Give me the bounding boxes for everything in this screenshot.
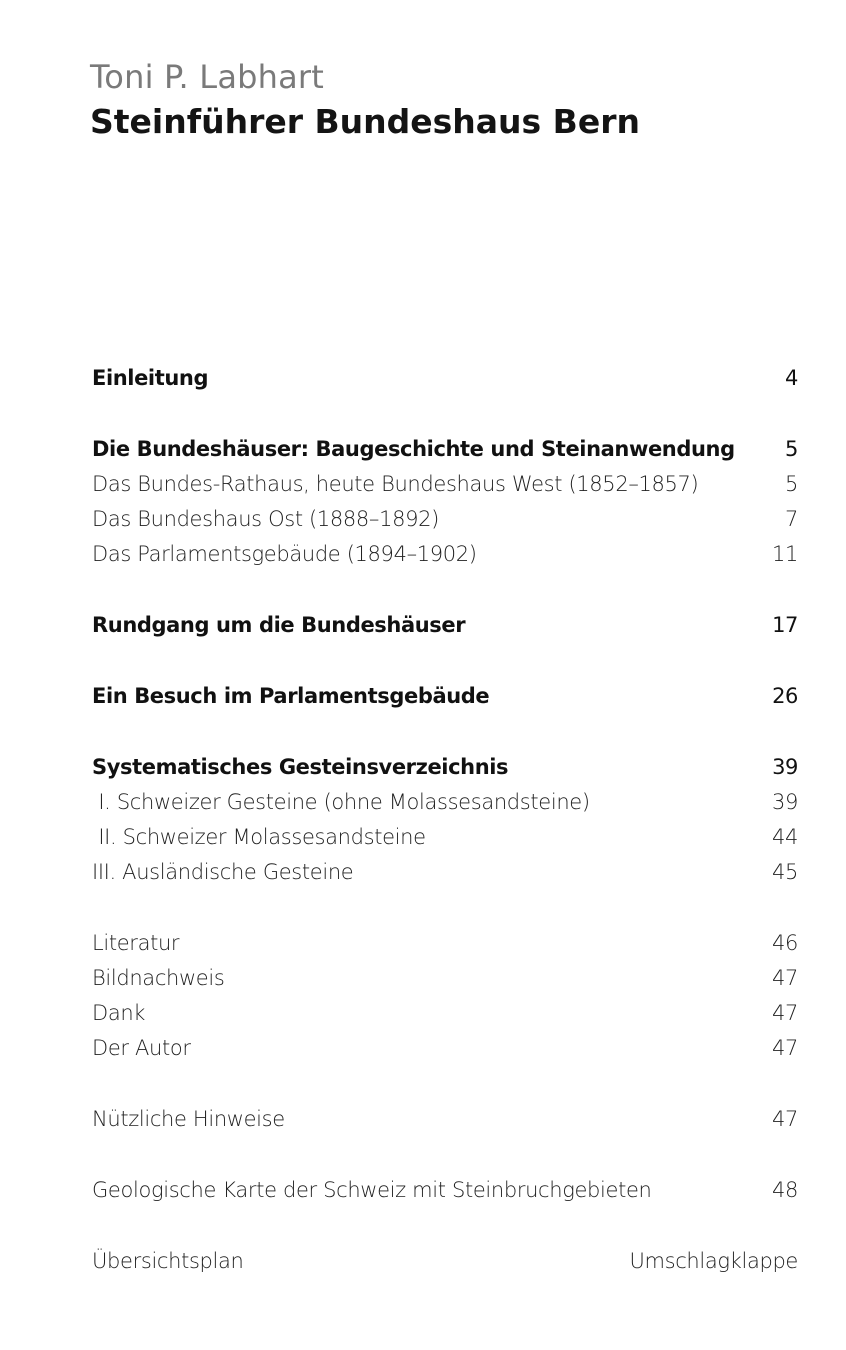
toc-page-number: 44 [771, 825, 798, 849]
toc-subentry[interactable] [92, 790, 798, 825]
toc-subentry[interactable] [92, 860, 798, 895]
toc-entry-literatur[interactable] [92, 931, 798, 966]
toc-page-number: 46 [771, 931, 798, 955]
toc-subentry[interactable] [92, 472, 798, 507]
toc-page-number: 5 [785, 437, 798, 461]
section-gap [92, 1213, 798, 1249]
toc-entry-label: Der Autor [92, 1036, 191, 1060]
toc-entry-dank[interactable] [92, 1001, 798, 1036]
toc-entry-label: Das Parlamentsgebäude (1894–1902) [92, 542, 477, 566]
toc-entry-einleitung[interactable] [92, 366, 798, 401]
toc-page-number: 11 [771, 542, 798, 566]
toc-entry-label: Systematisches Gesteinsverzeichnis [92, 755, 509, 779]
toc-entry-label: Rundgang um die Bundeshäuser [92, 613, 466, 637]
toc-entry-label: II. Schweizer Molassesandsteine [92, 825, 426, 849]
toc-entry-uebersicht[interactable] [92, 1249, 798, 1284]
toc-page-number: Umschlagklappe [629, 1249, 798, 1273]
toc-entry-label: Die Bundeshäuser: Baugeschichte und Steinanwendung [92, 437, 735, 461]
toc-entry-label: III. Ausländische Gesteine [92, 860, 354, 884]
toc-entry-label: Nützliche Hinweise [92, 1107, 285, 1131]
toc-entry-autor[interactable] [92, 1036, 798, 1071]
book-title: Steinführer Bundeshaus Bern [90, 102, 640, 141]
section-gap [92, 1071, 798, 1107]
section-gap [92, 719, 798, 755]
toc-entry-label: Das Bundes-Rathaus, heute Bundeshaus West (1852–1857) [92, 472, 699, 496]
toc-entry-gesteinsverzeichnis[interactable] [92, 755, 798, 790]
toc-entry-rundgang[interactable] [92, 613, 798, 648]
toc-entry-bundeshaeuser[interactable] [92, 437, 798, 472]
section-gap [92, 577, 798, 613]
toc-page-number: 45 [771, 860, 798, 884]
toc-page-number: 47 [771, 1107, 798, 1131]
toc-entry-label: Ein Besuch im Parlamentsgebäude [92, 684, 490, 708]
author-name: Toni P. Labhart [90, 58, 325, 96]
toc-page-number: 7 [784, 507, 798, 531]
toc-page-number: 39 [771, 790, 798, 814]
toc-page-number: 47 [771, 966, 798, 990]
toc-entry-label: Einleitung [92, 366, 209, 390]
toc-subentry[interactable] [92, 825, 798, 860]
toc-entry-label: Literatur [92, 931, 180, 955]
toc-entry-label: Bildnachweis [92, 966, 225, 990]
toc-entry-bildnachweis[interactable] [92, 966, 798, 1001]
toc-page-number: 5 [784, 472, 798, 496]
toc-entry-hinweise[interactable] [92, 1107, 798, 1142]
toc-entry-label: I. Schweizer Gesteine (ohne Molassesandsteine) [92, 790, 590, 814]
toc-entry-label: Dank [92, 1001, 146, 1025]
toc-entry-label: Übersichtsplan [92, 1249, 244, 1273]
table-of-contents [92, 366, 798, 1284]
toc-page-number: 48 [771, 1178, 798, 1202]
toc-entry-label: Geologische Karte der Schweiz mit Steinbruchgebieten [92, 1178, 652, 1202]
toc-entry-label: Das Bundeshaus Ost (1888–1892) [92, 507, 439, 531]
toc-page-number: 26 [772, 684, 798, 708]
toc-subentry[interactable] [92, 542, 798, 577]
toc-page-number: 47 [771, 1001, 798, 1025]
toc-page-number: 17 [772, 613, 798, 637]
toc-entry-besuch[interactable] [92, 684, 798, 719]
section-gap [92, 895, 798, 931]
toc-page-number: 39 [772, 755, 798, 779]
section-gap [92, 401, 798, 437]
toc-subentry[interactable] [92, 507, 798, 542]
toc-page-number: 47 [771, 1036, 798, 1060]
section-gap [92, 648, 798, 684]
toc-entry-karte[interactable] [92, 1178, 798, 1213]
toc-page-number: 4 [785, 366, 798, 390]
section-gap [92, 1142, 798, 1178]
